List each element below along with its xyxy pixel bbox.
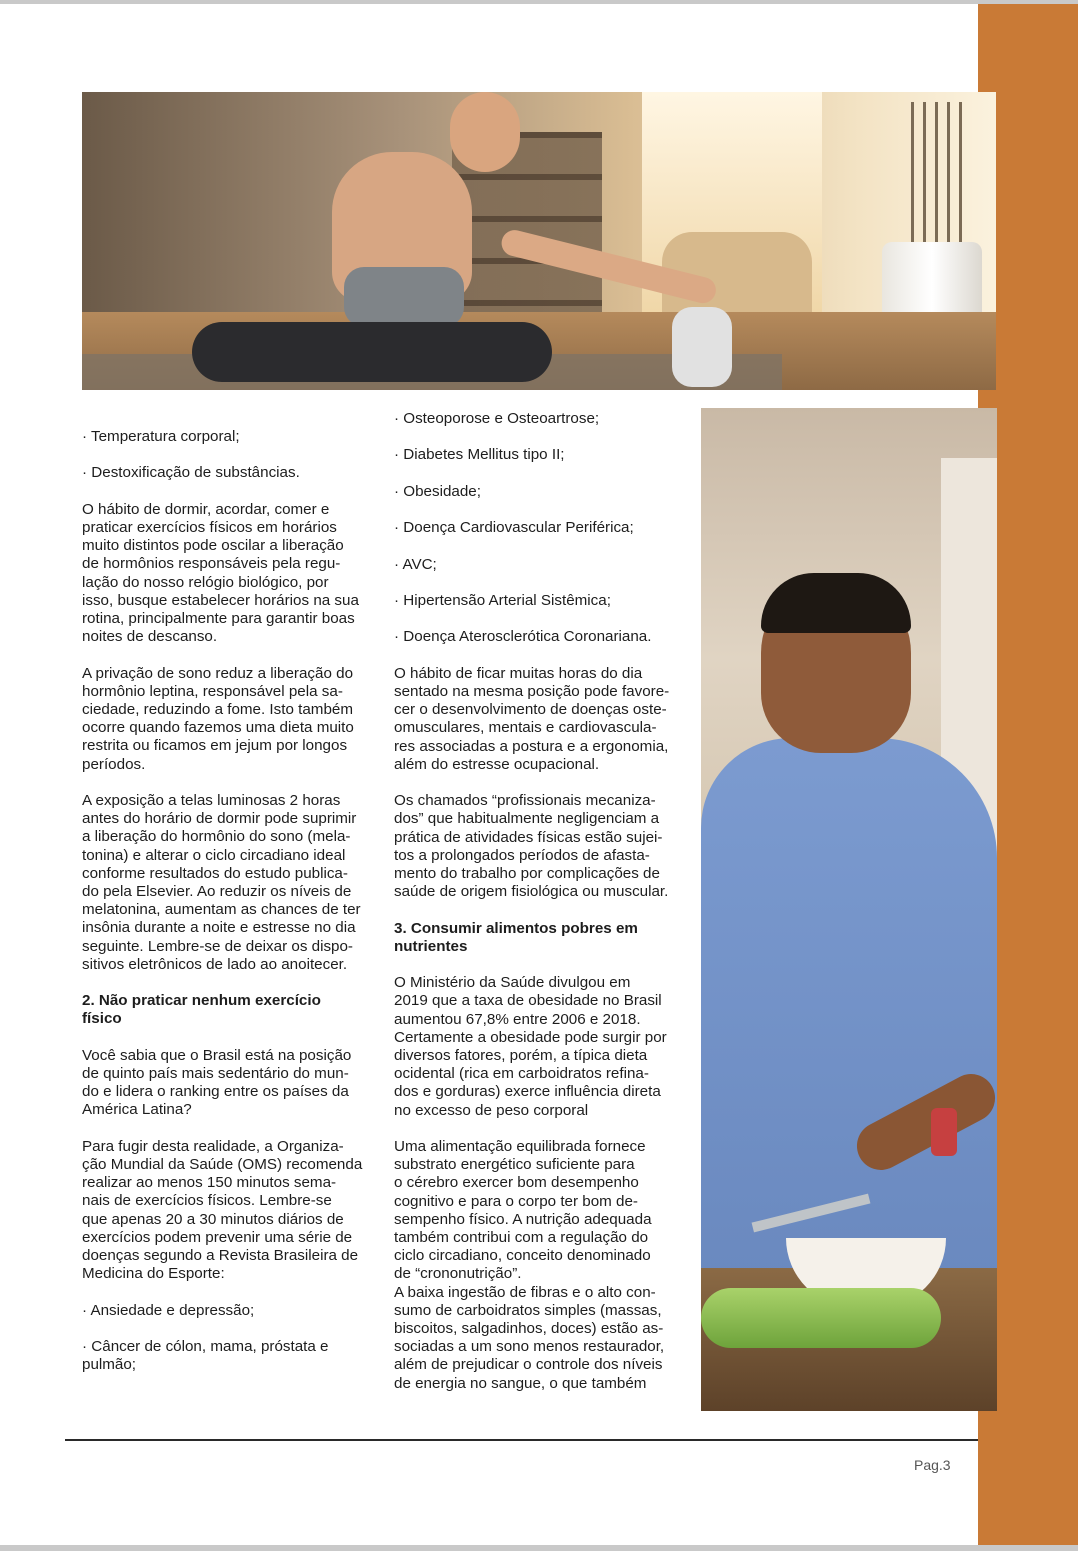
paragraph-balanced-diet: Uma alimentação equilibrada fornece substrato energético suficiente para o cérebro exercer bom desempenho cognitivo e para o corpo ter bom de- sempenho físico. A nutrição adequada também contribui com a regulação do ciclo circadiano, conceito denominado de “crononutrição”. [394, 1137, 652, 1283]
bullet-detox: · Destoxificação de substâncias. [82, 464, 300, 482]
bullet-diabetes: · Diabetes Mellitus tipo II; [394, 446, 565, 464]
left-text-column [82, 428, 382, 1374]
paragraph-mechanized: Os chamados “profissionais mecaniza- dos” que habitualmente negligenciam a prática de atividades físicas estão sujei- tos a prolongados períodos de afasta- mento do trabalho por complicações de saúde de origem fisiológica ou muscular. [394, 792, 669, 901]
heading-no-exercise: 2. Não praticar nenhum exercício físico [82, 992, 321, 1028]
page-number: Pag.3 [914, 1457, 951, 1473]
paragraph-obesity-rate: O Ministério da Saúde divulgou em 2019 que a taxa de obesidade no Brasil aumentou 67,8% entre 2006 e 2018. Certamente a obesidade pode surgir por diversos fatores, porém, a típica dieta ocidental (rica em carboidratos refina- dos e gorduras) exerce influência direta no excesso de peso corporal [394, 974, 667, 1119]
person-legs [192, 322, 552, 382]
paragraph-routine: O hábito de dormir, acordar, comer e praticar exercícios físicos em horários muito distintos pode oscilar a liberação de hormônios responsáveis pela regu- lação do nosso relógio biológico, por isso, busque estabelecer horários na sua rotina, principalmente para garantir boas noites de descanso. [82, 500, 359, 646]
blue-shirt [701, 738, 997, 1278]
wristwatch [931, 1108, 957, 1156]
top-border [0, 0, 1078, 4]
bullet-avc: · AVC; [394, 555, 437, 573]
paragraph-fiber: A baixa ingestão de fibras e o alto con- sumo de carboidratos simples (massas, biscoitos, salgadinhos, doces) estão as- sociadas a um sono menos restaurador, além de prejudicar o controle dos níveis de energia no sangue, o que também [394, 1283, 665, 1392]
middle-text-column [394, 410, 694, 1393]
bullet-obesity: · Obesidade; [394, 482, 481, 500]
footer-divider [65, 1439, 978, 1441]
plant-stems [902, 102, 962, 247]
heading-poor-food: 3. Consumir alimentos pobres em nutrientes [394, 919, 638, 955]
sneaker [672, 307, 732, 387]
bullet-osteoporosis: · Osteoporose e Osteoartrose; [394, 410, 600, 427]
man-cooking-photo [701, 408, 997, 1411]
bullet-cancer: · Câncer de cólon, mama, próstata e pulmão; [82, 1338, 329, 1374]
bullet-atherosclerosis: · Doença Aterosclerótica Coronariana. [394, 628, 652, 646]
bullet-anxiety: · Ansiedade e depressão; [82, 1301, 255, 1319]
paragraph-leptin: A privação de sono reduz a liberação do hormônio leptina, responsável pela sa- ciedade, reduzindo a fome. Isto também ocorre quando fazemos uma dieta muito restrita ou ficamos em jejum por longos períodos. [82, 664, 354, 773]
bullet-cardiovascular: · Doença Cardiovascular Periférica; [394, 519, 634, 537]
bottom-border [0, 1545, 1078, 1551]
paragraph-screens: A exposição a telas luminosas 2 horas antes do horário de dormir pode suprimir a liberação do hormônio do sono (mela- tonina) e alterar o ciclo circadiano ideal conforme resultados do estudo publica- do pela Elsevier. Ao reduzir os níveis de melatonina, aumentam as chances de ter insônia durante a noite e estresse no dia seguinte. Lembre-se de deixar os dispo- sitivos eletrônicos de lado ao anoitecer. [82, 792, 361, 973]
sports-top [344, 267, 464, 327]
bullet-temperature: · Temperatura corporal; [82, 428, 240, 445]
bullet-hypertension: · Hipertensão Arterial Sistêmica; [394, 591, 611, 609]
paragraph-sitting: O hábito de ficar muitas horas do dia sentado na mesma posição pode favore- cer o desenvolvimento de doenças oste- omusculares, mentais e cardiovascula- res associadas a postura e a ergonomia, além do estresse ocupacional. [394, 664, 670, 773]
woman-stretching-photo [82, 92, 996, 390]
paragraph-oms: Para fugir desta realidade, a Organiza- ção Mundial da Saúde (OMS) recomenda realizar ao menos 150 minutos sema- nais de exercícios físicos. Lembre-se que apenas 20 a 30 minutos diários de exercícios podem prevenir uma série de doenças segundo a Revista Brasileira de Medicina do Esporte: [82, 1137, 363, 1283]
paragraph-sedentary: Você sabia que o Brasil está na posição de quinto país mais sedentário do mun- do e lidera o ranking entre os países da América Latina? [82, 1046, 352, 1119]
vegetables [701, 1288, 941, 1348]
man-hair [761, 573, 911, 633]
person-head [450, 92, 520, 172]
